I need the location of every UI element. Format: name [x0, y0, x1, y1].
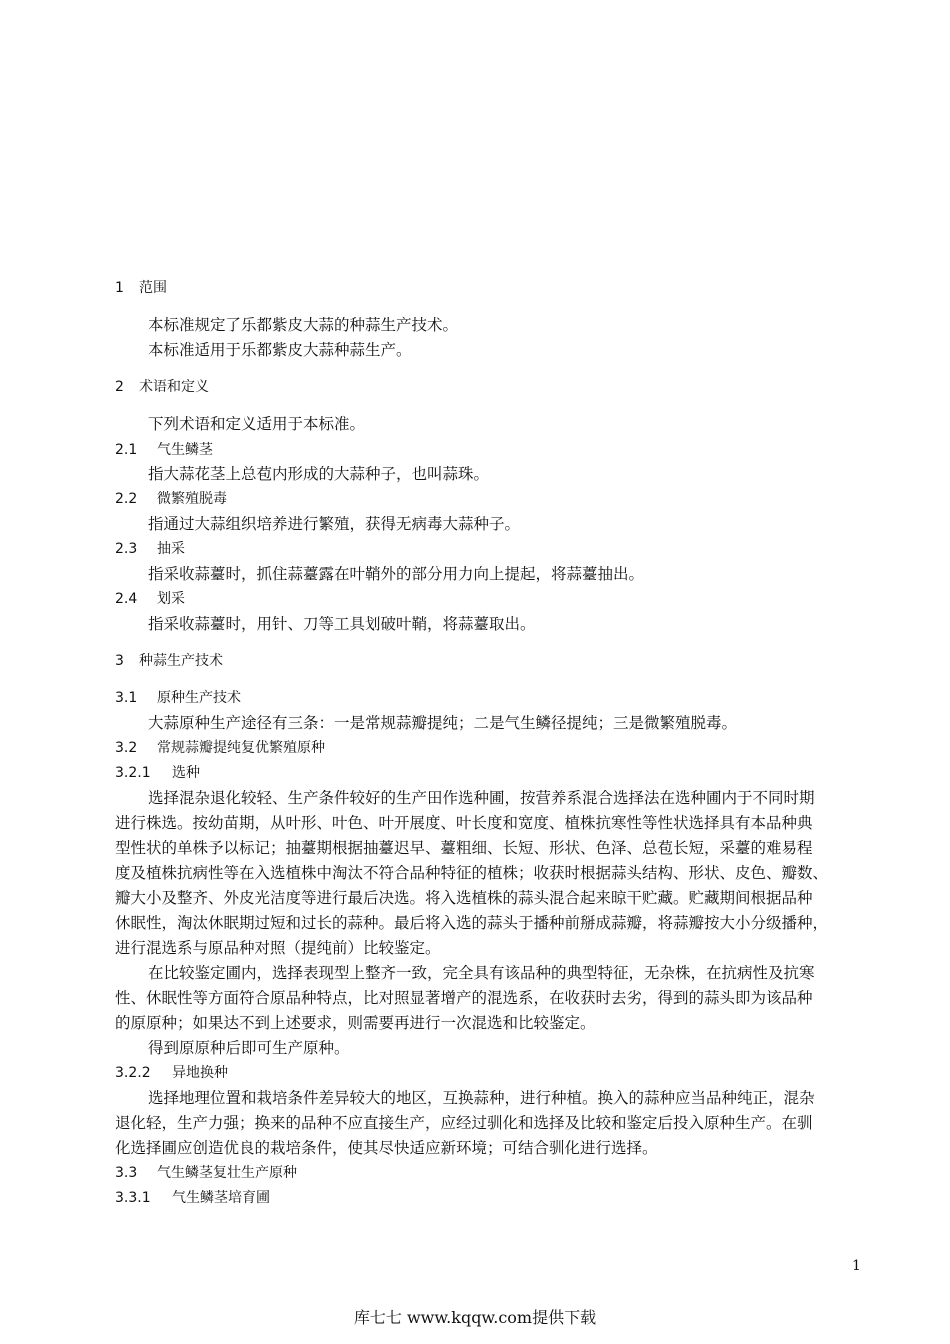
paragraph: 指采收蒜薹时，抓住蒜薹露在叶鞘外的部分用力向上提起，将蒜薹抽出。 [148, 565, 645, 583]
section-heading-3-1: 3.1 原种生产技术 [115, 690, 241, 706]
section-heading-3-2-2: 3.2.2 异地换种 [115, 1065, 228, 1081]
paragraph-line: 进行株选。按幼苗期，从叶形、叶色、叶开展度、叶长度和宽度、植株抗寒性等性状选择具有本品种典 [115, 814, 813, 832]
section-heading-2-4: 2.4 划采 [115, 591, 185, 607]
section-heading-3: 3 种蒜生产技术 [115, 653, 223, 669]
section-heading-3-2: 3.2 常规蒜瓣提纯复优繁殖原种 [115, 740, 325, 756]
paragraph-line: 型性状的单株予以标记；抽薹期根据抽薹迟早、薹粗细、长短、形状、色泽、总苞长短，采薹的难易程 [115, 839, 813, 857]
paragraph: 下列术语和定义适用于本标准。 [148, 415, 366, 433]
section-heading-2-2: 2.2 微繁殖脱毒 [115, 491, 227, 507]
paragraph-line: 性、休眠性等方面符合原品种特点，比对照显著增产的混选系，在收获时去劣，得到的蒜头即为该品种 [115, 989, 813, 1007]
paragraph-line: 选择地理位置和栽培条件差异较大的地区，互换蒜种，进行种植。换入的蒜种应当品种纯正，混杂 [148, 1089, 815, 1107]
paragraph-line: 选择混杂退化较轻、生产条件较好的生产田作选种圃，按营养系混合选择法在选种圃内于不同时期 [148, 789, 815, 807]
paragraph-line: 瓣大小及整齐、外皮光洁度等进行最后决选。将入选植株的蒜头混合起来晾干贮藏。贮藏期间根据品种 [115, 889, 813, 907]
paragraph-line: 进行混选系与原品种对照（提纯前）比较鉴定。 [115, 939, 441, 957]
paragraph: 指采收蒜薹时，用针、刀等工具划破叶鞘，将蒜薹取出。 [148, 615, 536, 633]
paragraph: 指大蒜花茎上总苞内形成的大蒜种子，也叫蒜珠。 [148, 465, 490, 483]
paragraph: 指通过大蒜组织培养进行繁殖，获得无病毒大蒜种子。 [148, 515, 521, 533]
paragraph-line: 退化轻，生产力强；换来的品种不应直接生产，应经过驯化和选择及比较和鉴定后投入原种生产。在驯 [115, 1114, 813, 1132]
section-heading-3-2-1: 3.2.1 选种 [115, 765, 200, 781]
paragraph-line: 休眠性，淘汰休眠期过短和过长的蒜种。最后将入选的蒜头于播种前掰成蒜瓣，将蒜瓣按大小分级播种， [115, 914, 829, 932]
page-number: 1 [852, 1258, 861, 1274]
section-heading-2: 2 术语和定义 [115, 379, 209, 395]
paragraph-line: 度及植株抗病性等在入选植株中淘汰不符合品种特征的植株；收获时根据蒜头结构、形状、皮色、瓣数、 [115, 864, 829, 882]
paragraph-line: 在比较鉴定圃内，选择表现型上整齐一致，完全具有该品种的典型特征，无杂株，在抗病性及抗寒 [148, 964, 815, 982]
paragraph: 本标准规定了乐都紫皮大蒜的种蒜生产技术。 [148, 316, 459, 334]
paragraph: 本标准适用于乐都紫皮大蒜种蒜生产。 [148, 341, 412, 359]
section-heading-3-3-1: 3.3.1 气生鳞茎培育圃 [115, 1190, 270, 1206]
download-footer: 库七七 www.kqqw.com提供下载 [353, 1308, 597, 1327]
paragraph-line: 的原原种；如果达不到上述要求，则需要再进行一次混选和比较鉴定。 [115, 1014, 596, 1032]
section-heading-2-1: 2.1 气生鳞茎 [115, 442, 213, 458]
section-heading-3-3: 3.3 气生鳞茎复壮生产原种 [115, 1165, 297, 1181]
section-heading-1: 1 范围 [115, 280, 167, 296]
paragraph: 大蒜原种生产途径有三条：一是常规蒜瓣提纯；二是气生鳞径提纯；三是微繁殖脱毒。 [148, 714, 738, 732]
section-heading-2-3: 2.3 抽采 [115, 541, 185, 557]
paragraph-line: 化选择圃应创造优良的栽培条件，使其尽快适应新环境；可结合驯化进行选择。 [115, 1139, 658, 1157]
paragraph: 得到原原种后即可生产原种。 [148, 1039, 350, 1057]
